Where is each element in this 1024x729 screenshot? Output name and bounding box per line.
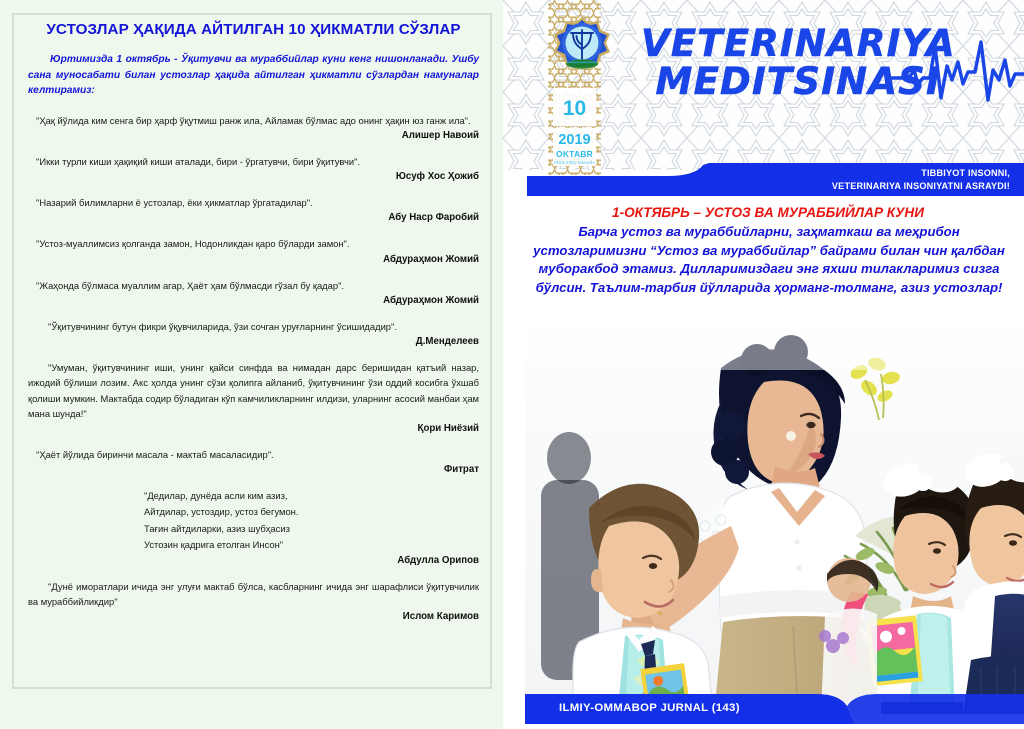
masthead-line-1: VETERINARIYA (641, 22, 956, 65)
page-title: УСТОЗЛАР ҲАҚИДА АЙТИЛГАН 10 ҲИКМАТЛИ СЎЗЛАР (46, 21, 461, 38)
quote-author: Алишер Навоий (401, 129, 479, 141)
slogan-line-2: VETERINARIYA INSONIYATNI ASRAYDI! (831, 181, 1010, 192)
quote-author: Абу Наср Фаробий (388, 212, 479, 224)
poem-block (28, 488, 479, 553)
issn-code: ISSN 2091-5details (554, 160, 595, 165)
cover-photograph (525, 330, 1024, 714)
quote-author: Ислом Каримов (402, 611, 479, 623)
footer-text: ILMIY-OMMABOP JURNAL (143) (559, 702, 740, 714)
cover-headline: 1-ОКТЯБРЬ – УСТОЗ ВА МУРАББИЙЛАР КУНИ (612, 205, 924, 220)
quote-text: "Ҳаёт йўлида биринчи масала - мактаб масаласидир". (36, 449, 274, 461)
poem-line: Айтдилар, устоздир, устоз бегумон. (144, 506, 299, 518)
poem-line: Тағин айтдиларки, азиз шубҳасиз (144, 522, 290, 534)
intro-paragraph: Юртимизда 1 октябрь - Ўқитувчи ва мураббийлар куни кенг нишонланади. Ушбу сана муносабати билан устозлар ҳақида айтилган ҳикматли сўзлардан намуналар келтирамиз: (28, 54, 479, 97)
quote-text: "Икки турли киши ҳақиқий киши аталади, бири - ўргатувчи, бири ўқитувчи". (36, 155, 361, 167)
quote-author: Фитрат (443, 464, 479, 476)
slogan-line-1: TIBBIYOT INSONNI, (921, 168, 1010, 178)
quote-text: "Ўқитувчининг бутун фикри ўқувчиларида, ўзи сочган уруғларнинг ўсишидадир". (48, 320, 397, 332)
slogan-text (832, 167, 1010, 193)
quote-text: "Дунё иморатлари ичида энг улуғи мактаб бўлса, касбларнинг ичида энг шарафлиси ўқитувчилик ва мураббийликдир" (28, 581, 479, 608)
poem-line: "Дедилар, дунёда асли ким азиз, (144, 490, 288, 502)
issue-year: 2019 (558, 132, 591, 148)
masthead-line-2: MEDITSINASI (655, 59, 941, 103)
veterinary-emblem-logo (551, 16, 613, 78)
cover-body-text: Барча устоз ва мураббийларни, заҳматкаш ва меҳрибон устозларимизни “Устоз ва мураббийлар” байрами билан чин қалбдан муборакбод этамиз. Дилларимиздаги энг яхши тилакларимиз сизга бўлсин. Таълим-тарбия йўлларида ҳорманг-толманг, азиз устозлар! (533, 224, 1005, 296)
magazine-cover-page (503, 0, 1024, 729)
quote-author: Д.Менделеев (415, 336, 479, 348)
heartbeat-ecg-icon (889, 36, 1024, 108)
quote-author: Қори Ниёзий (417, 423, 479, 435)
quote-author: Абдураҳмон Жомий (383, 294, 479, 306)
quote-text: "Умуман, ўқитувчининг иши, унинг қайси синфда ва нимадан дарс беришидан қатъий назар, ижодий бўлиши лозим. Акс ҳолда унинг сўзи қолипга айланиб, ўқитувчининг ўзи оддий косибга ўхшаб қолиши мумкин. Мактабда содир бўладиган кўп камчиликларнинг илдизи, уларнинг асосий манбаи ҳам мана шунда!" (28, 362, 479, 419)
issue-month: OKTABR (556, 149, 593, 159)
quote-text: "Ҳақ йўлида ким сенга бир ҳарф ўқутмиш ранж ила, Айламак бўлмас адо онинг ҳақин юз ганж ила". (36, 114, 471, 126)
poem-author: Абдулла Орипов (397, 555, 479, 566)
quote-author: Абдураҳмон Жомий (383, 253, 479, 265)
left-page-content (28, 17, 479, 719)
left-page (0, 0, 503, 729)
quote-text: "Жаҳонда бўлмаса муаллим агар, Ҳаёт ҳам бўлмасди гўзал бу қадар". (36, 279, 345, 291)
quote-author: Юсуф Хос Ҳожиб (395, 171, 479, 183)
poem-line: Устозин қадрига етолган Инсон" (144, 538, 284, 550)
quote-text: "Назарий билимларни ё устозлар, ёки ҳикматлар ўргатадилар". (36, 197, 313, 209)
footer-ribbon (525, 694, 1024, 724)
issue-number: 10 (562, 97, 587, 120)
quote-text: "Устоз-муаллимсиз қолганда замон, Нодонликдан қаро бўларди замон". (36, 238, 350, 250)
